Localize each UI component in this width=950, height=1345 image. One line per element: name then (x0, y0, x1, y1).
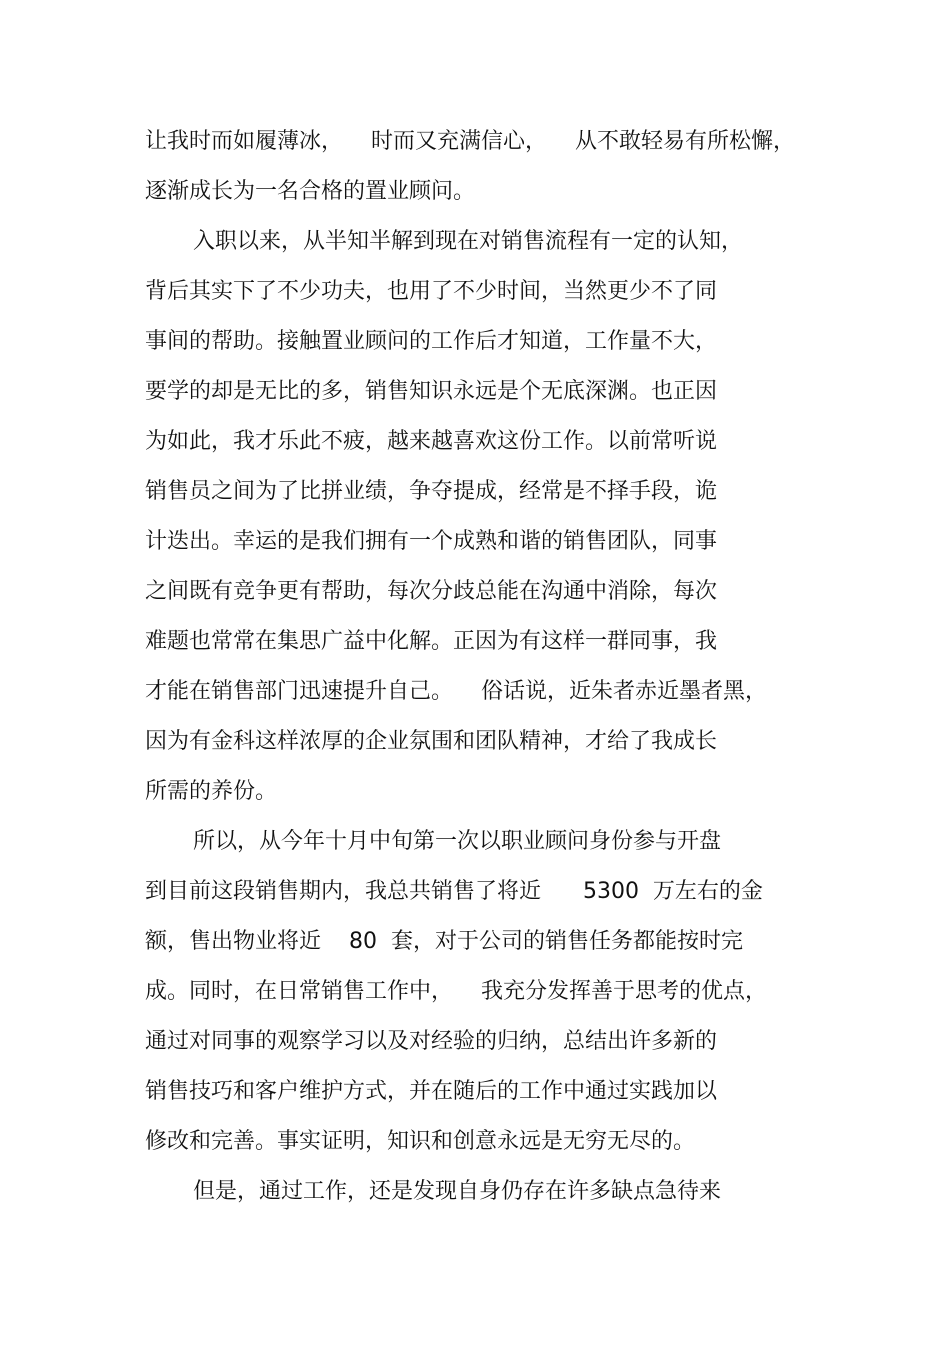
text-line: 难题也常常在集思广益中化解。正因为有这样一群同事，我 (145, 629, 718, 654)
text-line: 修改和完善。事实证明，知识和创意永远是无穷无尽的。 (145, 1129, 696, 1154)
text-line: 背后其实下了不少功夫，也用了不少时间，当然更少不了同 (145, 279, 718, 304)
text-line: 额，售出物业将近 80 套，对于公司的销售任务都能按时完 (145, 929, 743, 954)
text-line: 才能在销售部门迅速提升自己。 俗话说，近朱者赤近墨者黑， (145, 679, 767, 704)
text-line: 要学的却是无比的多，销售知识永远是个无底深渊。也正因 (145, 379, 718, 404)
paragraph-start-line: 所以，从今年十月中旬第一次以职业顾问身份参与开盘 (193, 829, 722, 854)
text-line: 到目前这段销售期内，我总共销售了将近 5300 万左右的金 (145, 879, 763, 904)
text-line: 逐渐成长为一名合格的置业顾问。 (145, 179, 476, 204)
text-line: 事间的帮助。接触置业顾问的工作后才知道，工作量不大， (145, 329, 718, 354)
paragraph-start-line: 入职以来，从半知半解到现在对销售流程有一定的认知， (193, 229, 744, 254)
text-line: 之间既有竞争更有帮助，每次分歧总能在沟通中消除，每次 (145, 579, 718, 604)
text-line: 因为有金科这样浓厚的企业氛围和团队精神，才给了我成长 (145, 729, 718, 754)
text-line: 所需的养份。 (145, 779, 278, 804)
text-line: 销售技巧和客户维护方式，并在随后的工作中通过实践加以 (145, 1079, 718, 1104)
text-line: 成。同时，在日常销售工作中， 我充分发挥善于思考的优点， (145, 979, 767, 1004)
text-line: 让我时而如履薄冰， 时而又充满信心， 从不敢轻易有所松懈， (145, 129, 795, 154)
text-line: 销售员之间为了比拼业绩，争夺提成，经常是不择手段，诡 (145, 479, 718, 504)
text-line: 为如此，我才乐此不疲，越来越喜欢这份工作。以前常听说 (145, 429, 718, 454)
paragraph-start-line: 但是，通过工作，还是发现自身仍存在许多缺点急待来 (193, 1179, 722, 1204)
text-line: 通过对同事的观察学习以及对经验的归纳，总结出许多新的 (145, 1029, 718, 1054)
text-line: 计迭出。幸运的是我们拥有一个成熟和谐的销售团队，同事 (145, 529, 718, 554)
